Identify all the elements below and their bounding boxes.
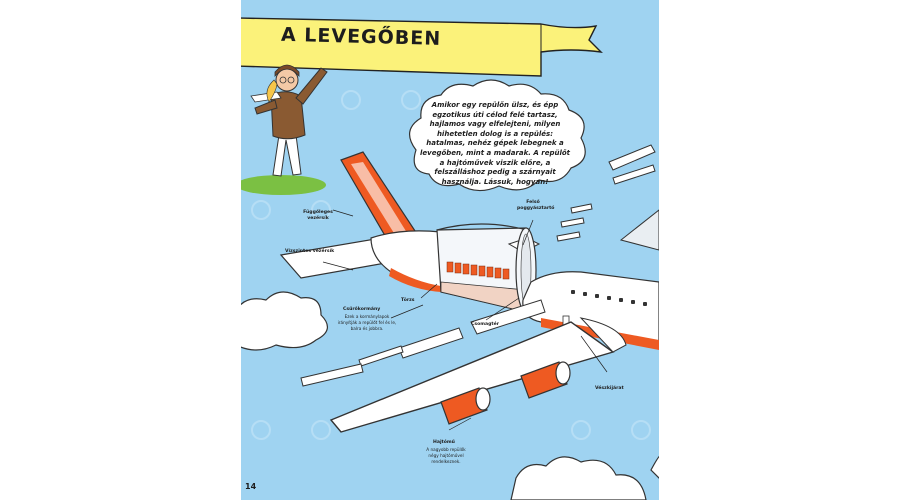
pilot-figure <box>241 65 327 195</box>
label-fuggoleges-vezersik: Függőleges vezérsík <box>303 210 333 221</box>
airplane-rear <box>281 152 441 292</box>
label-torzs: Törzs <box>401 298 415 303</box>
label-hajtomu-desc: A nagyobb repülők négy hajtóművel rendelkeznek. <box>426 447 466 464</box>
page-number: 14 <box>245 482 257 491</box>
label-veszkijarat: Vészkijárat <box>595 386 624 391</box>
label-hajtomu-title: Hajtómű <box>433 440 455 445</box>
book-page <box>241 0 659 500</box>
intro-text: Amikor egy repülőn ülsz, és épp egzotikus úti célod felé tartasz, hajlamos vagy elfelejteni, milyen hihetetlen dolog is a repülés: hatalmas, nehéz gépek lebegnek a levegőben, mint a madarak. A repülőt a hajtóművek viszik előre, a felszálláshoz pedig a szárnyait használja. Lássuk, hogyan! <box>419 101 571 186</box>
label-vizszintes-vezersik: Vízszintes vezérsík <box>285 249 335 254</box>
label-csomagter: Csomagtér <box>471 322 500 327</box>
label-csurokormany-title: Csűrőkormány <box>343 307 381 312</box>
page-title: A LEVEGŐBEN <box>280 23 442 50</box>
label-csurokormany-desc: Ezek a kormánylapok irányítják a repülőt fel és le, balra és jobbra. <box>337 314 397 331</box>
label-felso-poggyasztarto: Felső poggyásztartó <box>517 200 555 211</box>
